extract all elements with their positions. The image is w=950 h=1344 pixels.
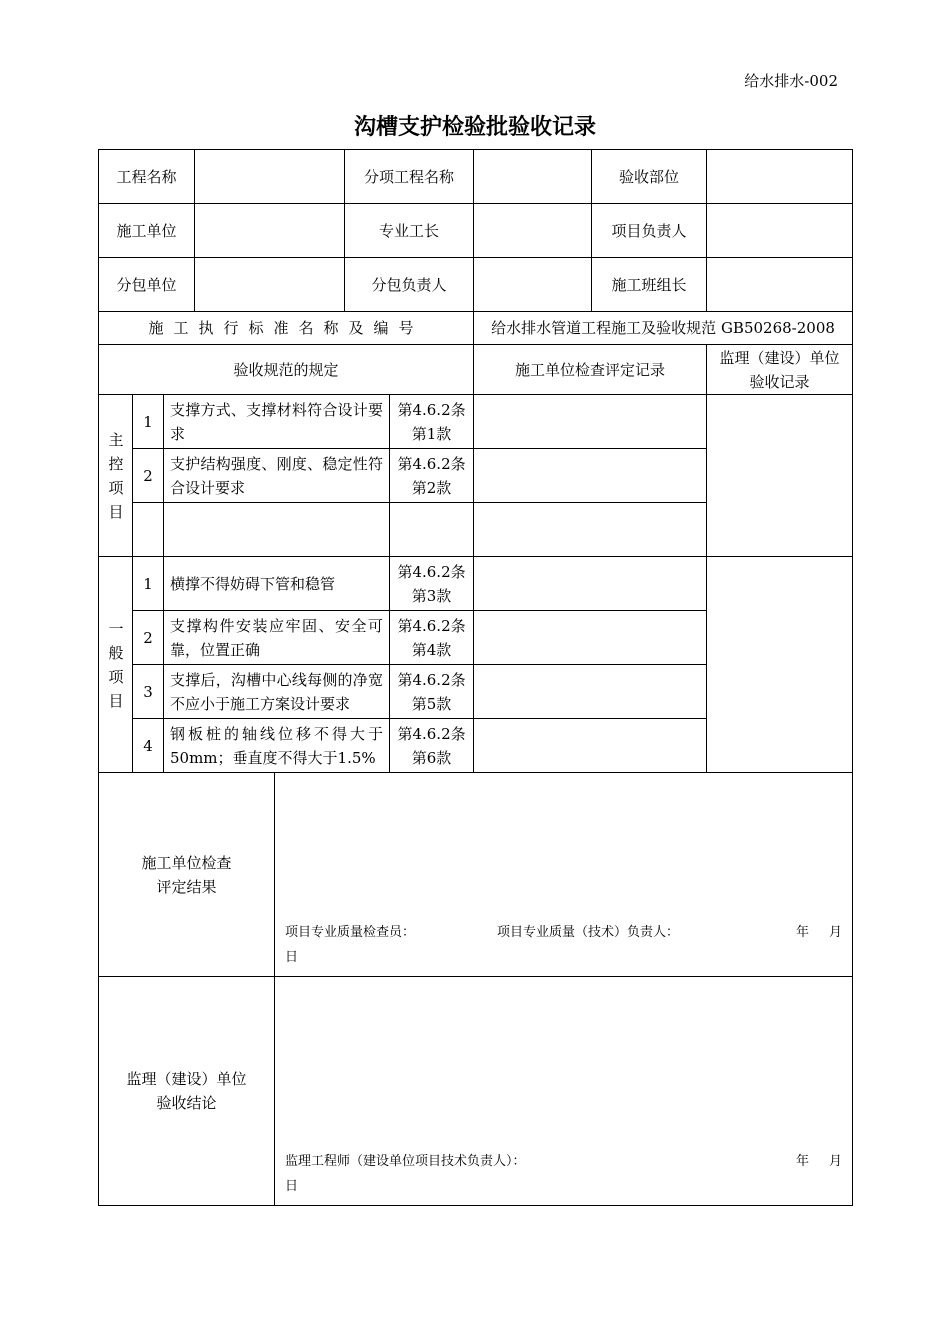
team-leader-label: 施工班组长 [592, 258, 707, 312]
main-items-group-label [99, 395, 133, 557]
item-clause: 第4.6.2条 第2款 [390, 449, 474, 503]
document-code: 给水排水-002 [744, 72, 838, 90]
item-clause: 第4.6.2条 第5款 [390, 665, 474, 719]
construction-record-cell[interactable] [474, 719, 707, 773]
standard-label: 施工执行标准名称及编号 [99, 312, 474, 345]
day-label: 日 [285, 1179, 299, 1194]
quality-inspector-label: 项目专业质量检查员： [285, 925, 416, 940]
header-row [99, 258, 853, 312]
construction-record-cell[interactable] [474, 503, 707, 557]
item-clause: 第4.6.2条 第6款 [390, 719, 474, 773]
item-requirement: 横撑不得妨碍下管和稳管 [164, 557, 390, 611]
item-requirement: 支护结构强度、刚度、稳定性符合设计要求 [164, 449, 390, 503]
item-clause: 第4.6.2条 第3款 [390, 557, 474, 611]
item-number: 1 [133, 395, 164, 449]
year-label: 年 [796, 925, 810, 940]
foreman-value[interactable] [474, 204, 592, 258]
construction-result-cell[interactable] [275, 773, 853, 977]
item-number: 2 [133, 449, 164, 503]
general-items-group-label [99, 557, 133, 773]
spec-column-header: 验收规范的规定 [99, 345, 474, 395]
header-row [99, 204, 853, 258]
construction-record-header: 施工单位检查评定记录 [474, 345, 707, 395]
item-number: 3 [133, 665, 164, 719]
supervision-signature-line [285, 1149, 842, 1199]
supervision-record-cell[interactable] [707, 395, 853, 557]
year-label: 年 [796, 1154, 810, 1169]
project-name-value[interactable] [195, 150, 345, 204]
sub-project-name-value[interactable] [474, 150, 592, 204]
group-char: 目 [108, 691, 124, 710]
day-label: 日 [285, 950, 299, 965]
group-char: 般 [108, 643, 124, 662]
acceptance-part-value[interactable] [707, 150, 853, 204]
group-char: 目 [108, 502, 124, 521]
sub-project-name-label: 分项工程名称 [345, 150, 474, 204]
supervision-engineer-label: 监理工程师（建设单位项目技术负责人）： [285, 1154, 526, 1169]
project-manager-value[interactable] [707, 204, 853, 258]
construction-record-cell[interactable] [474, 557, 707, 611]
construction-result-row [99, 773, 853, 977]
project-name-label: 工程名称 [99, 150, 195, 204]
standard-value: 给水排水管道工程施工及验收规范 GB50268-2008 [474, 312, 853, 345]
project-manager-label: 项目负责人 [592, 204, 707, 258]
subcontractor-manager-value[interactable] [474, 258, 592, 312]
construction-record-cell[interactable] [474, 611, 707, 665]
table-row [99, 557, 853, 611]
group-char: 控 [108, 454, 124, 473]
item-requirement [164, 503, 390, 557]
inspection-form-table [98, 149, 853, 1206]
supervision-conclusion-cell[interactable] [275, 977, 853, 1206]
construction-unit-label: 施工单位 [99, 204, 195, 258]
group-char: 项 [108, 667, 124, 686]
technical-responsible-label: 项目专业质量（技术）负责人： [497, 925, 680, 940]
supervision-record-header: 监理（建设）单位验收记录 [707, 345, 853, 395]
group-char: 主 [108, 430, 124, 449]
supervision-conclusion-label: 监理（建设）单位 验收结论 [99, 977, 275, 1206]
item-requirement: 支撑构件安装应牢固、安全可靠，位置正确 [164, 611, 390, 665]
item-requirement: 支撑方式、支撑材料符合设计要求 [164, 395, 390, 449]
standard-row [99, 312, 853, 345]
item-requirement: 钢板桩的轴线位移不得大于50mm；垂直度不得大于1.5% [164, 719, 390, 773]
subcontractor-manager-label: 分包负责人 [345, 258, 474, 312]
acceptance-part-label: 验收部位 [592, 150, 707, 204]
construction-signature-line [285, 920, 842, 970]
month-label: 月 [829, 925, 843, 940]
team-leader-value[interactable] [707, 258, 853, 312]
month-label: 月 [829, 1154, 843, 1169]
item-clause: 第4.6.2条 第4款 [390, 611, 474, 665]
subcontractor-label: 分包单位 [99, 258, 195, 312]
header-row [99, 150, 853, 204]
item-number [133, 503, 164, 557]
item-number: 1 [133, 557, 164, 611]
table-row [99, 395, 853, 449]
construction-record-cell[interactable] [474, 665, 707, 719]
construction-record-cell[interactable] [474, 449, 707, 503]
foreman-label: 专业工长 [345, 204, 474, 258]
item-number: 2 [133, 611, 164, 665]
construction-unit-value[interactable] [195, 204, 345, 258]
supervision-record-cell[interactable] [707, 557, 853, 773]
item-clause [390, 503, 474, 557]
group-char: 项 [108, 478, 124, 497]
group-char: 一 [108, 619, 124, 638]
construction-record-cell[interactable] [474, 395, 707, 449]
construction-result-label: 施工单位检查 评定结果 [99, 773, 275, 977]
supervision-conclusion-row [99, 977, 853, 1206]
item-clause: 第4.6.2条 第1款 [390, 395, 474, 449]
page-title: 沟槽支护检验批验收记录 [353, 115, 596, 140]
subcontractor-value[interactable] [195, 258, 345, 312]
item-requirement: 支撑后，沟槽中心线每侧的净宽不应小于施工方案设计要求 [164, 665, 390, 719]
item-number: 4 [133, 719, 164, 773]
column-header-row [99, 345, 853, 395]
